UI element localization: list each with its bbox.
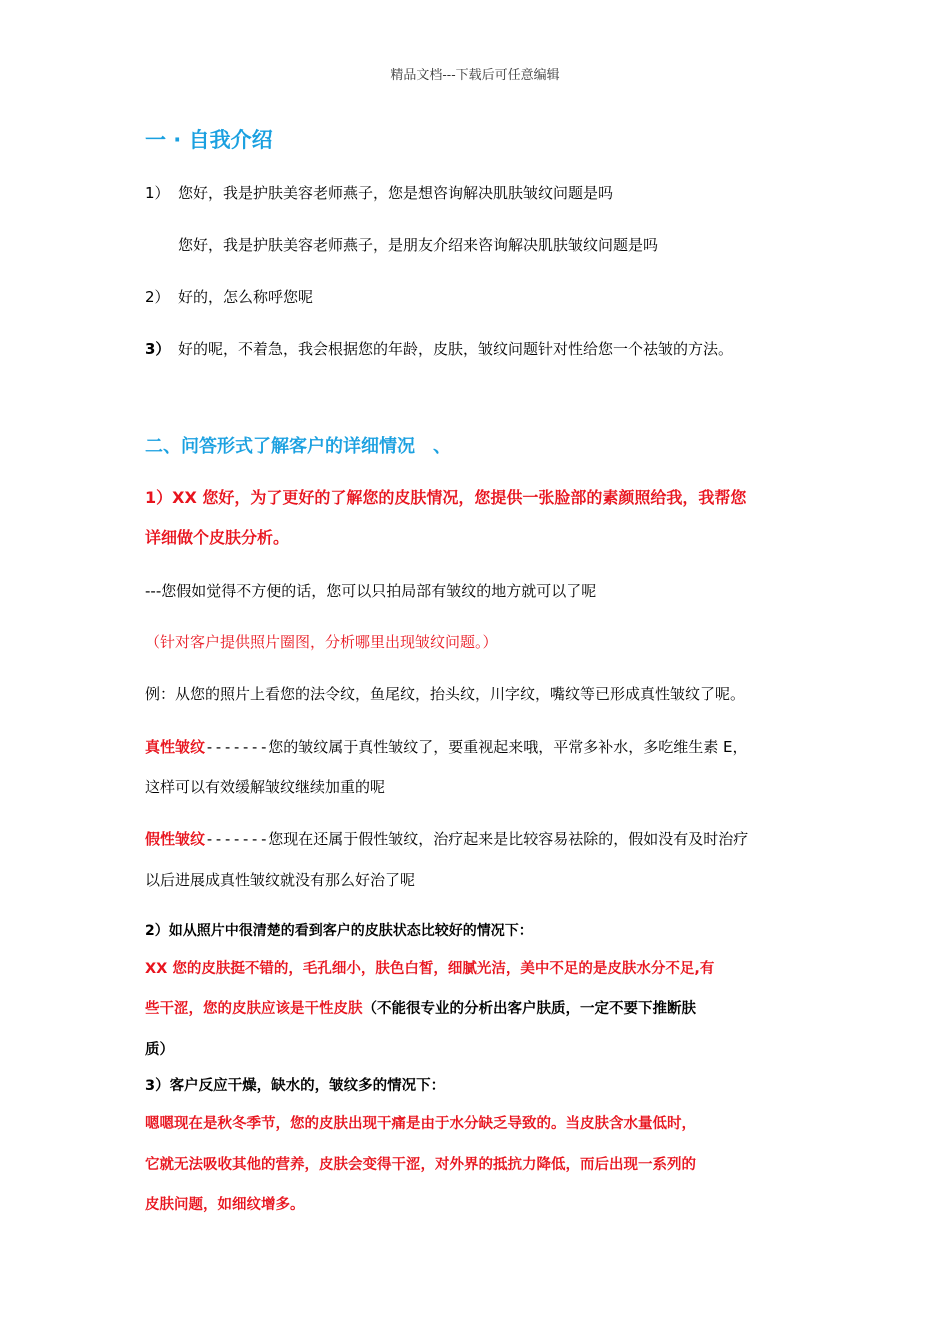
alternative-line: ---您假如觉得不方便的话，您可以只拍局部有皱纹的地方就可以了呢: [145, 582, 597, 600]
false-wrinkle-line-2: 以后进展成真性皱纹就没有那么好治了呢: [145, 871, 416, 889]
note-line: （针对客户提供照片圈图，分析哪里出现皱纹问题。）: [145, 633, 498, 651]
section-1-item-1b: [178, 235, 658, 255]
question-1-line-1: 1）XX 您好，为了更好的了解您的皮肤情况，您提供一张脸部的素颜照给我，我帮您: [145, 488, 747, 507]
question-2-title: 2）如从照片中很清楚的看到客户的皮肤状态比较好的情况下：: [145, 923, 533, 939]
question-3-answer-line-3: 皮肤问题，如细纹增多。: [145, 1197, 305, 1213]
section-1-item-1: [145, 183, 613, 203]
false-wrinkle-text: 您现在还属于假性皱纹，治疗起来是比较容易祛除的，假如没有及时治疗: [268, 830, 749, 848]
question-2-answer-line-3: 质）: [145, 1042, 174, 1058]
section-1-item-2: [145, 287, 313, 307]
example-line: 例：从您的照片上看您的法令纹，鱼尾纹，抬头纹，川字纹，嘴纹等已形成真性皱纹了呢。: [145, 685, 746, 703]
true-wrinkle-line-1: [145, 737, 747, 757]
true-wrinkle-text: 您的皱纹属于真性皱纹了，要重视起来哦，平常多补水，多吃维生素 E，: [268, 738, 748, 756]
document-header: 精品文档---下载后可任意编辑: [390, 68, 560, 83]
item-number: 2）: [145, 288, 170, 306]
answer-note-text: （不能很专业的分析出客户肤质，一定不要下推断肤: [362, 1001, 696, 1017]
item-number: 1）: [145, 184, 170, 202]
dash: -------: [205, 738, 269, 756]
item-number: 3）: [145, 340, 171, 358]
item-text: 好的呢，不着急，我会根据您的年龄，皮肤，皱纹问题针对性给您一个祛皱的方法。: [178, 340, 734, 358]
section-1-title: 一 · 自我介绍: [145, 128, 273, 152]
question-3-title: 3）客户反应干燥，缺水的，皱纹多的情况下：: [145, 1078, 446, 1094]
answer-red-text: 些干涩，您的皮肤应该是干性皮肤: [145, 1001, 363, 1017]
question-1-line-2: 详细做个皮肤分析。: [145, 528, 290, 547]
dash: -------: [205, 830, 269, 848]
true-wrinkle-line-2: 这样可以有效缓解皱纹继续加重的呢: [145, 778, 386, 796]
section-1-item-3: [145, 339, 733, 359]
false-wrinkle-line-1: [145, 829, 748, 849]
section-2-title: 二、问答形式了解客户的详细情况 、: [145, 436, 451, 457]
question-2-answer-line-1: XX 您的皮肤挺不错的，毛孔细小，肤色白皙，细腻光洁，美中不足的是皮肤水分不足,有: [145, 961, 715, 977]
question-3-answer-line-1: 嗯嗯现在是秋冬季节，您的皮肤出现干痛是由于水分缺乏导致的。当皮肤含水量低时，: [145, 1116, 696, 1132]
question-2-answer-line-2: [145, 999, 696, 1019]
item-text: 您好，我是护肤美容老师燕子，是朋友介绍来咨询解决肌肤皱纹问题是吗: [178, 236, 659, 254]
item-text: 好的，怎么称呼您呢: [178, 288, 314, 306]
true-wrinkle-label: 真性皱纹: [145, 738, 206, 756]
false-wrinkle-label: 假性皱纹: [145, 830, 206, 848]
question-3-answer-line-2: 它就无法吸收其他的营养，皮肤会变得干涩，对外界的抵抗力降低，而后出现一系列的: [145, 1157, 696, 1173]
item-text: 您好，我是护肤美容老师燕子，您是想咨询解决肌肤皱纹问题是吗: [178, 184, 614, 202]
